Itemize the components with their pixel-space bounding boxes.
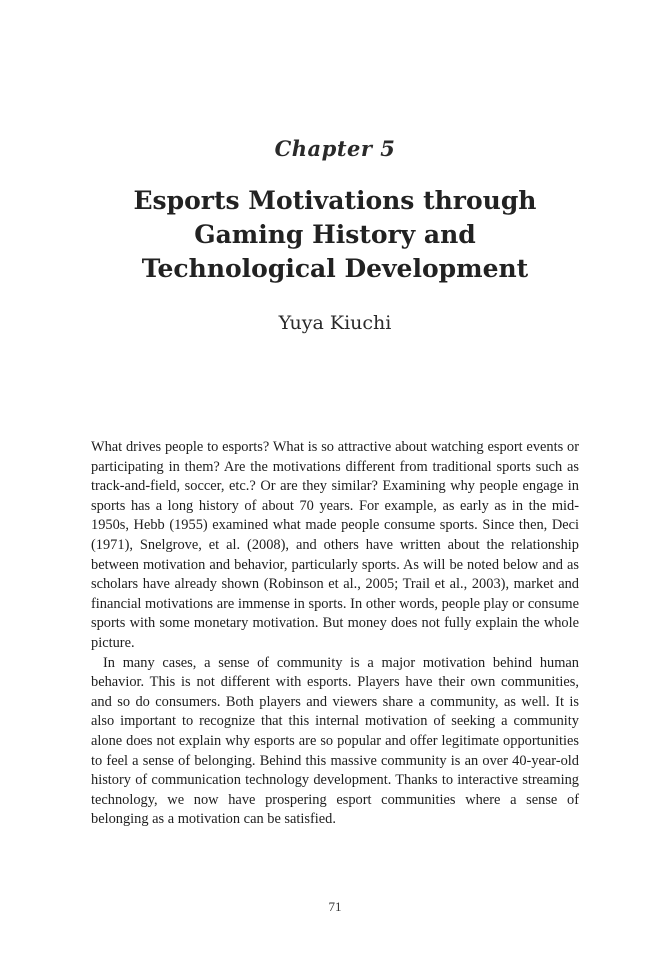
page-number: 71 (328, 899, 342, 914)
chapter-label: Chapter 5 (274, 136, 396, 161)
paragraph-1: What drives people to esports? What is so attractive about watching esport events or participating in them? Are the motivations different from traditional sports such as track-and-field, soccer, etc.? Or are they similar? Examining why people engage in sports has a long history of about 70 years. For example, as early as in the mid-1950s, Hebb (1955) examined what made people consume sports. Since then, Deci (1971), Snelgrove, et al. (2008), and others have written about the relationship between motivation and behavior, particularly sports. As will be noted below and as scholars have already shown (Robinson et al., 2005; Trail et al., 2003), market and financial motivations are immense in sports. In other words, people play or consume sports with some monetary motivation. But money does not fully explain the whole picture. (91, 439, 579, 651)
chapter-author: Yuya Kiuchi (278, 312, 392, 334)
body-text (91, 438, 579, 830)
chapter-title-line-3: Technological Development (141, 254, 529, 283)
chapter-title-line-1: Esports Motivations through (133, 186, 537, 215)
paragraph-2: In many cases, a sense of community is a major motivation behind human behavior. This is not different with esports. Players have their own communities, and so do consumers. Both players and viewers share a community, as well. It is also important to recognize that this internal motivation of seeking a community alone does not explain why esports are so popular and offer legitimate opportunities to feel a sense of belonging. Behind this massive community is an over 40-year-old history of communication technology development. Thanks to interactive streaming technology, we now have prospering esport communities where a sense of belonging as a motivation can be satisfied. (91, 654, 579, 828)
chapter-title (0, 184, 650, 286)
chapter-title-line-2: Gaming History and (194, 220, 476, 249)
